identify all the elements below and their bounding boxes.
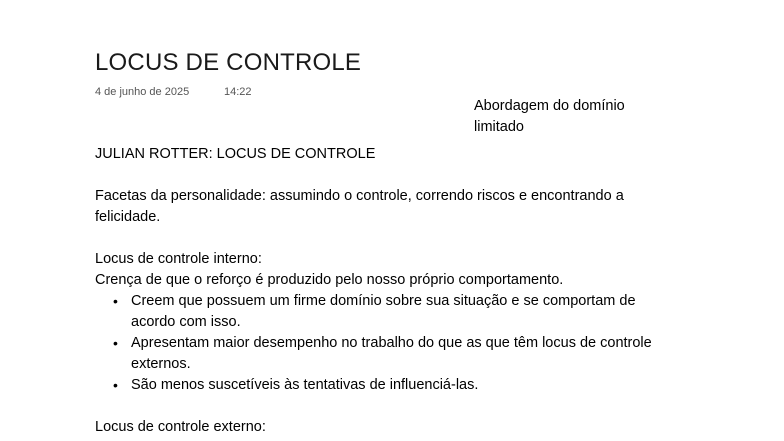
list-item <box>95 375 655 396</box>
page-title[interactable]: LOCUS DE CONTROLE <box>95 49 362 76</box>
external-locus-title: Locus de controle externo: <box>95 419 266 435</box>
internal-locus-title: Locus de controle interno: <box>95 251 262 267</box>
note-time: 14:22 <box>224 86 252 98</box>
bullet-icon: • <box>113 293 118 309</box>
internal-locus-definition: Crença de que o reforço é produzido pelo nosso próprio comportamento. <box>95 272 564 288</box>
blank-line <box>95 165 655 186</box>
list-item-text: Creem que possuem um firme domínio sobre sua situação e se comportam de acordo com isso. <box>131 293 636 330</box>
blank-line <box>95 228 655 249</box>
note-date: 4 de junho de 2025 <box>95 86 190 98</box>
list-item <box>95 333 655 375</box>
side-note-text-block[interactable]: Abordagem do domínio limitado <box>474 98 625 135</box>
list-item-text: São menos suscetíveis às tentativas de influenciá-las. <box>131 377 479 393</box>
list-item-text: Apresentam maior desempenho no trabalho do que as que têm locus de controle externos. <box>131 335 652 372</box>
facets-paragraph: Facetas da personalidade: assumindo o controle, correndo riscos e encontrando a felicidade. <box>95 188 624 225</box>
blank-line <box>95 396 655 417</box>
list-item <box>95 291 655 333</box>
bullet-icon: • <box>113 377 118 393</box>
outline-text-block[interactable] <box>95 144 655 438</box>
section-heading: JULIAN ROTTER: LOCUS DE CONTROLE <box>95 146 376 162</box>
internal-locus-bullet-list <box>95 291 655 396</box>
bullet-icon: • <box>113 335 118 351</box>
